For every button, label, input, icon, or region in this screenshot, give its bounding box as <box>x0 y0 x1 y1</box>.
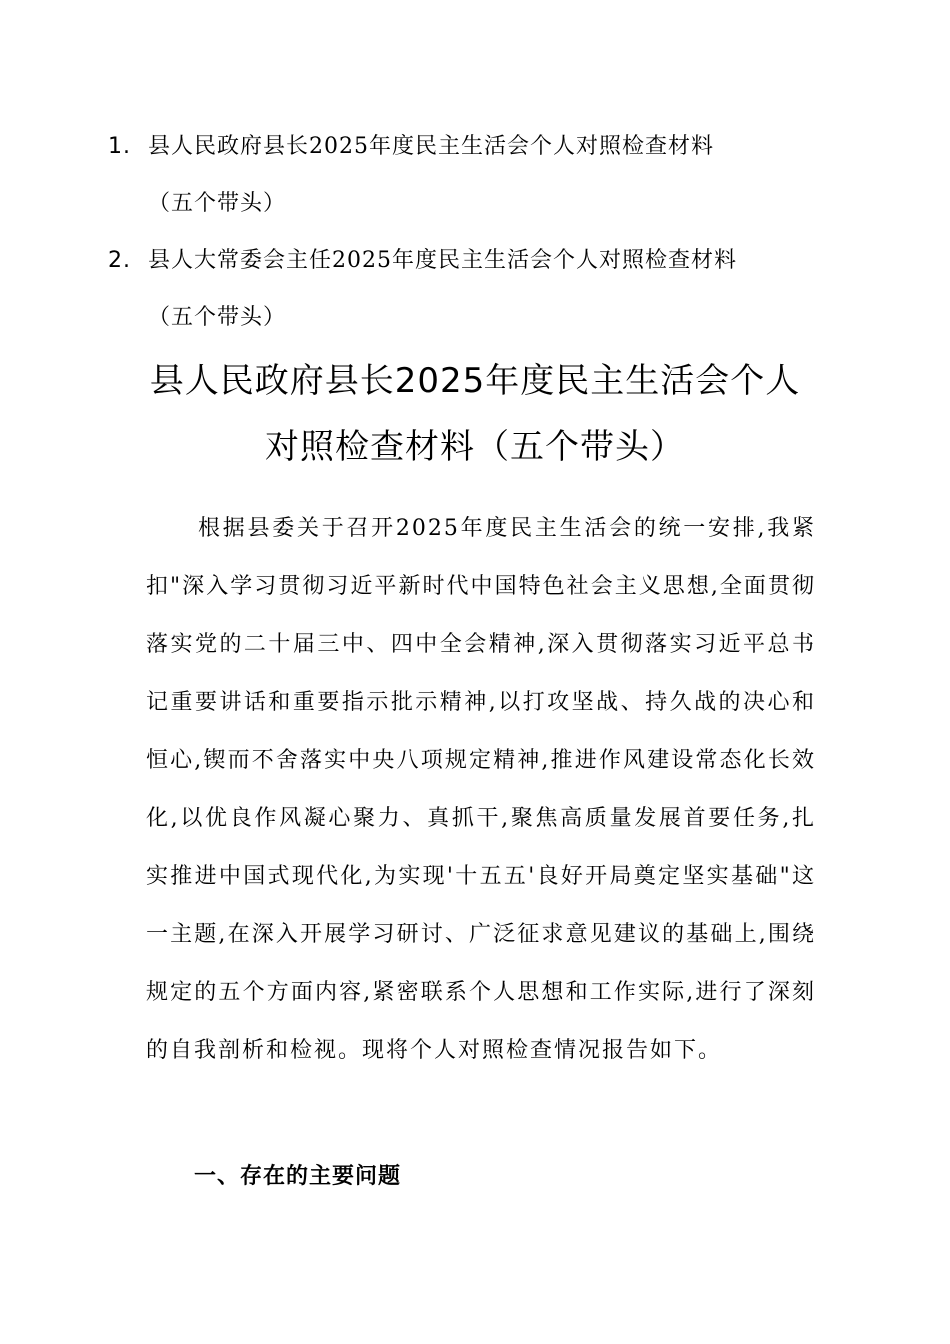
toc-item-2-subtitle: （五个带头） <box>148 305 287 330</box>
toc-item-2[interactable] <box>108 232 828 346</box>
intro-paragraph: 根据县委关于召开2025年度民主生活会的统一安排,我紧扣"深入学习贯彻习近平新时代中国特色社会主义思想,全面贯彻落实党的二十届三中、四中全会精神,深入贯彻落实习近平总书记重要讲话和重要指示批示精神,以打攻坚战、持久战的决心和恒心,锲而不舍落实中央八项规定精神,推进作风建设常态化长效化,以优良作风凝心聚力、真抓干,聚焦高质量发展首要任务,扎实推进中国式现代化,为实现'十五五'良好开局奠定坚实基础"这一主题,在深入开展学习研讨、广泛征求意见建议的基础上,围绕规定的五个方面内容,紧密联系个人思想和工作实际,进行了深刻的自我剖析和检视。现将个人对照检查情况报告如下。 <box>146 516 816 1063</box>
document-title-line-1: 县人民政府县长2025年度民主生活会个人 <box>149 361 801 401</box>
section-heading-1: 一、存在的主要问题 <box>194 1164 402 1189</box>
toc-item-2-number: 2. <box>108 248 131 273</box>
table-of-contents <box>108 118 828 346</box>
toc-item-1-number: 1. <box>108 134 131 159</box>
toc-item-2-title: 县人大常委会主任2025年度民主生活会个人对照检查材料 <box>148 248 737 273</box>
toc-item-1-subtitle: （五个带头） <box>148 191 287 216</box>
toc-item-1-title: 县人民政府县长2025年度民主生活会个人对照检查材料 <box>148 134 714 159</box>
toc-item-1-line <box>108 118 828 176</box>
toc-item-2-line <box>108 232 828 290</box>
document-title <box>100 348 850 480</box>
document-title-line-2: 对照检查材料（五个带头） <box>265 427 685 467</box>
toc-item-1[interactable] <box>108 118 828 232</box>
